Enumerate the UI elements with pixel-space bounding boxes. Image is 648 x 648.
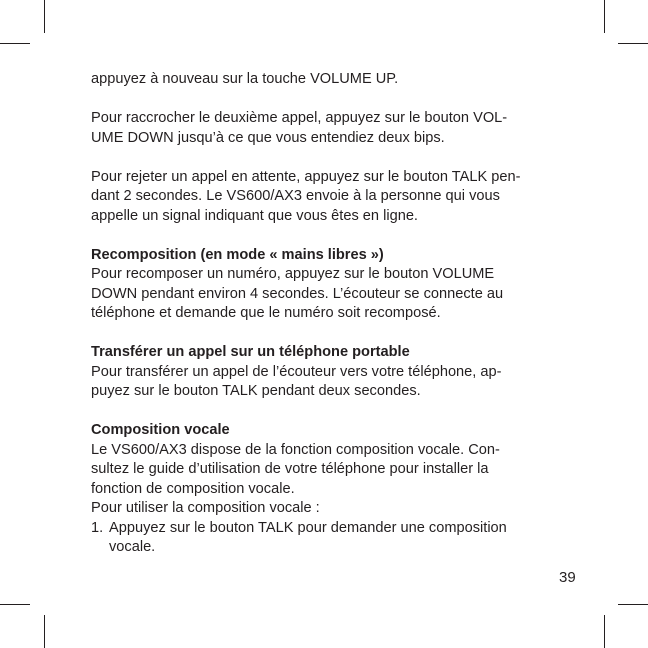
- section-voice-dialing: [91, 421, 551, 558]
- text-line: UME DOWN jusqu’à ce que vous entendiez deux bips.: [91, 129, 445, 146]
- page-body: [91, 70, 551, 558]
- text-line: vocale.: [109, 539, 156, 555]
- text-line: puyez sur le bouton TALK pendant deux secondes.: [91, 383, 421, 399]
- text-line: Appuyez sur le bouton TALK pour demander une composition: [109, 519, 507, 536]
- crop-mark-top-right-horizontal: [618, 43, 648, 44]
- crop-mark-bottom-left-horizontal: [0, 604, 30, 605]
- section-heading: Recomposition (en mode « mains libres »): [91, 246, 384, 263]
- text-line: DOWN pendant environ 4 secondes. L’écouteur se connecte au: [91, 285, 504, 302]
- section-heading: Composition vocale: [91, 422, 230, 438]
- list-item-number: 1.: [91, 519, 104, 536]
- text-line: Pour recomposer un numéro, appuyez sur le bouton VOLUME: [91, 266, 495, 282]
- paragraph-reject-waiting-call: [91, 168, 551, 227]
- text-line: téléphone et demande que le numéro soit recomposé.: [91, 305, 441, 321]
- list-item: [91, 519, 551, 558]
- text-line: dant 2 secondes. Le VS600/AX3 envoie à la personne qui vous: [91, 188, 500, 204]
- text-line: Pour utiliser la composition vocale :: [91, 500, 320, 516]
- text-line: appuyez à nouveau sur la touche VOLUME UP.: [91, 71, 399, 87]
- crop-mark-top-left-horizontal: [0, 43, 30, 44]
- text-line: Pour raccrocher le deuxième appel, appuyez sur le bouton VOL-: [91, 110, 508, 126]
- text-line: Pour rejeter un appel en attente, appuyez sur le bouton TALK pen-: [91, 168, 521, 185]
- section-redial: [91, 246, 551, 324]
- text-line: Le VS600/AX3 dispose de la fonction composition vocale. Con-: [91, 441, 500, 458]
- text-line: Pour transférer un appel de l’écouteur vers votre téléphone, ap-: [91, 363, 502, 380]
- section-heading: Transférer un appel sur un téléphone portable: [91, 344, 410, 360]
- section-transfer-call: [91, 343, 551, 402]
- paragraph-continuation: [91, 70, 551, 90]
- crop-mark-bottom-right-vertical: [604, 615, 605, 648]
- paragraph-hang-up-second-call: [91, 109, 551, 148]
- text-line: sultez le guide d’utilisation de votre téléphone pour installer la: [91, 461, 489, 477]
- crop-mark-bottom-left-vertical: [44, 615, 45, 648]
- crop-mark-top-left-vertical: [44, 0, 45, 33]
- page-number: 39: [559, 569, 576, 586]
- text-line: appelle un signal indiquant que vous êtes en ligne.: [91, 207, 418, 224]
- text-line: fonction de composition vocale.: [91, 480, 295, 497]
- crop-mark-bottom-right-horizontal: [618, 604, 648, 605]
- crop-mark-top-right-vertical: [604, 0, 605, 33]
